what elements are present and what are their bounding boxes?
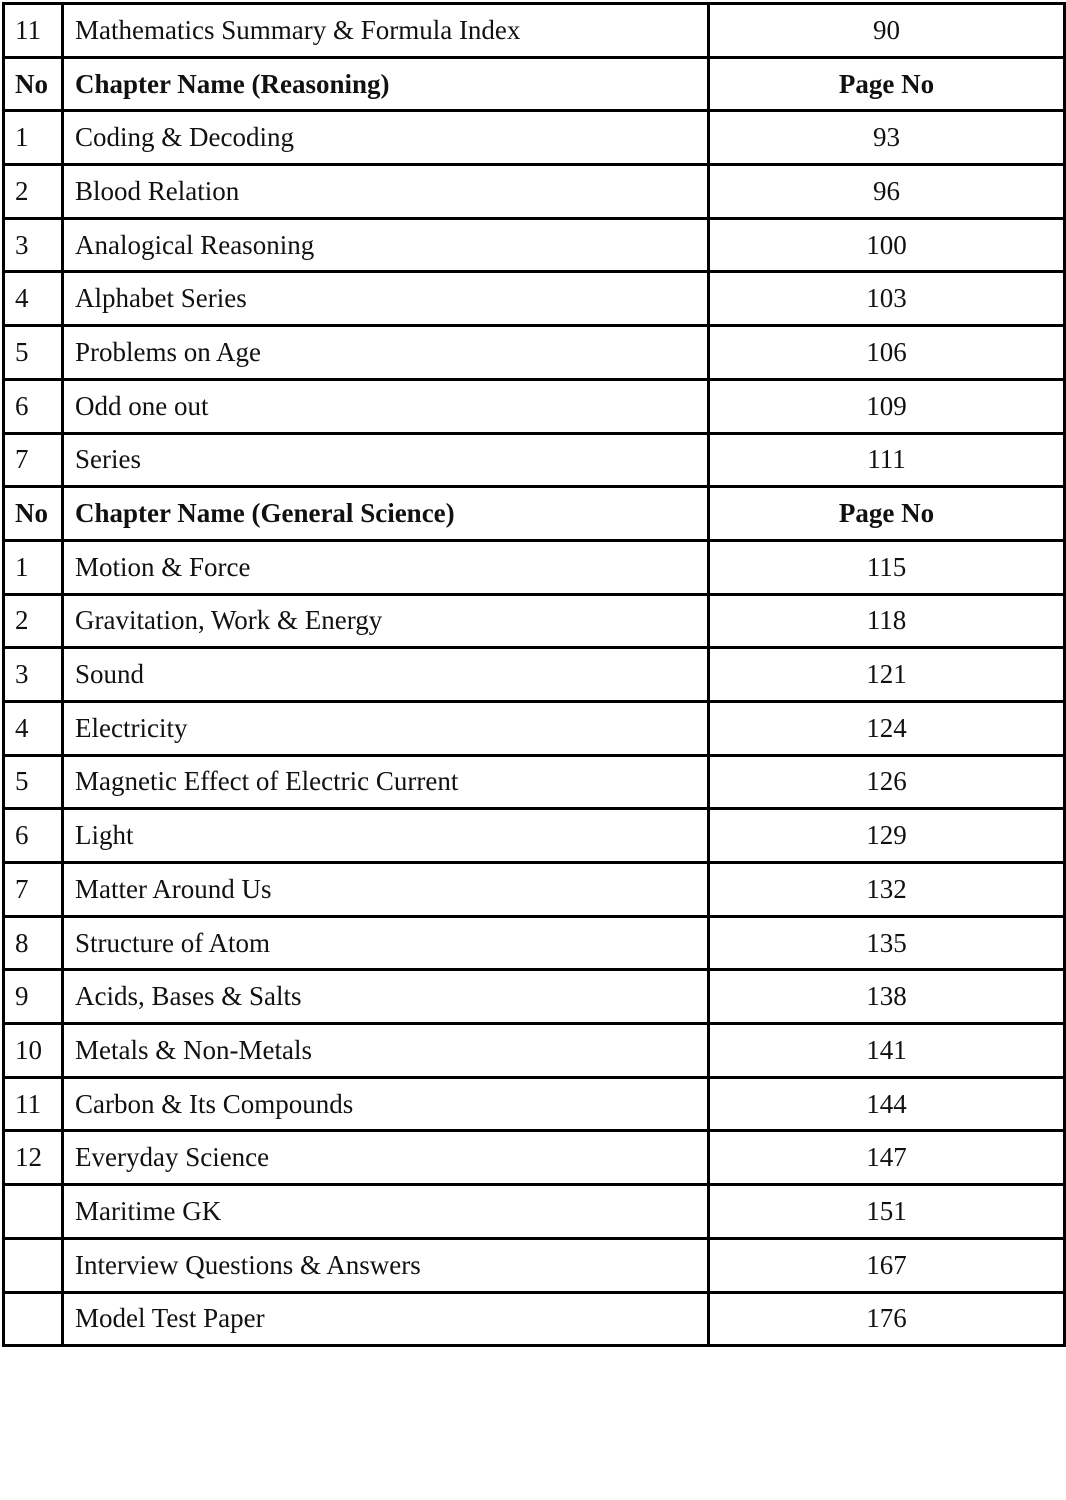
chapter-number-cell: 1 xyxy=(4,111,63,165)
page-number-cell: 126 xyxy=(709,755,1065,809)
chapter-name-cell: Maritime GK xyxy=(63,1185,709,1239)
chapter-number-cell: 3 xyxy=(4,218,63,272)
chapter-name-cell: Matter Around Us xyxy=(63,863,709,917)
chapter-number-cell: 6 xyxy=(4,809,63,863)
chapter-number-cell: 4 xyxy=(4,272,63,326)
chapter-number-cell: 11 xyxy=(4,1077,63,1131)
chapter-name-cell: Metals & Non-Metals xyxy=(63,1024,709,1078)
chapter-name-cell: Series xyxy=(63,433,709,487)
table-row xyxy=(4,540,1065,594)
header-page-no-cell: Page No xyxy=(709,57,1065,111)
page-number-cell: 115 xyxy=(709,540,1065,594)
chapter-name-cell: Gravitation, Work & Energy xyxy=(63,594,709,648)
chapter-number-cell: 2 xyxy=(4,594,63,648)
chapter-number-cell xyxy=(4,1185,63,1239)
header-chapter-name-cell: Chapter Name (Reasoning) xyxy=(63,57,709,111)
table-row xyxy=(4,863,1065,917)
chapter-name-cell: Coding & Decoding xyxy=(63,111,709,165)
chapter-name-cell: Motion & Force xyxy=(63,540,709,594)
page-number-cell: 103 xyxy=(709,272,1065,326)
table-row xyxy=(4,648,1065,702)
section-header-row xyxy=(4,487,1065,541)
table-row xyxy=(4,165,1065,219)
chapter-name-cell: Sound xyxy=(63,648,709,702)
page-number-cell: 111 xyxy=(709,433,1065,487)
page-number-cell: 138 xyxy=(709,970,1065,1024)
page-number-cell: 106 xyxy=(709,326,1065,380)
chapter-number-cell: 7 xyxy=(4,433,63,487)
page-number-cell: 118 xyxy=(709,594,1065,648)
table-row xyxy=(4,111,1065,165)
page-number-cell: 124 xyxy=(709,701,1065,755)
header-no-cell: No xyxy=(4,487,63,541)
table-row xyxy=(4,594,1065,648)
toc-body xyxy=(4,4,1065,1346)
table-of-contents xyxy=(2,2,1066,1347)
page-number-cell: 129 xyxy=(709,809,1065,863)
chapter-number-cell: 5 xyxy=(4,326,63,380)
table-row xyxy=(4,1077,1065,1131)
chapter-number-cell: 6 xyxy=(4,379,63,433)
page-number-cell: 132 xyxy=(709,863,1065,917)
table-row xyxy=(4,4,1065,58)
page-number-cell: 176 xyxy=(709,1292,1065,1346)
chapter-name-cell: Everyday Science xyxy=(63,1131,709,1185)
chapter-name-cell: Carbon & Its Compounds xyxy=(63,1077,709,1131)
chapter-name-cell: Structure of Atom xyxy=(63,916,709,970)
table-row xyxy=(4,916,1065,970)
page-number-cell: 109 xyxy=(709,379,1065,433)
chapter-name-cell: Light xyxy=(63,809,709,863)
page-number-cell: 135 xyxy=(709,916,1065,970)
chapter-name-cell: Analogical Reasoning xyxy=(63,218,709,272)
table-row xyxy=(4,1292,1065,1346)
page-number-cell: 147 xyxy=(709,1131,1065,1185)
chapter-name-cell: Interview Questions & Answers xyxy=(63,1238,709,1292)
page-number-cell: 121 xyxy=(709,648,1065,702)
page-number-cell: 141 xyxy=(709,1024,1065,1078)
page-number-cell: 144 xyxy=(709,1077,1065,1131)
chapter-name-cell: Odd one out xyxy=(63,379,709,433)
chapter-number-cell: 8 xyxy=(4,916,63,970)
table-row xyxy=(4,1185,1065,1239)
chapter-number-cell: 12 xyxy=(4,1131,63,1185)
chapter-number-cell: 1 xyxy=(4,540,63,594)
chapter-name-cell: Electricity xyxy=(63,701,709,755)
table-row xyxy=(4,1131,1065,1185)
chapter-name-cell: Problems on Age xyxy=(63,326,709,380)
table-row xyxy=(4,218,1065,272)
page-number-cell: 100 xyxy=(709,218,1065,272)
page-number-cell: 96 xyxy=(709,165,1065,219)
chapter-number-cell xyxy=(4,1292,63,1346)
page-number-cell: 90 xyxy=(709,4,1065,58)
page-number-cell: 167 xyxy=(709,1238,1065,1292)
chapter-number-cell: 10 xyxy=(4,1024,63,1078)
chapter-number-cell: 2 xyxy=(4,165,63,219)
table-row xyxy=(4,379,1065,433)
chapter-name-cell: Blood Relation xyxy=(63,165,709,219)
table-row xyxy=(4,970,1065,1024)
chapter-name-cell: Model Test Paper xyxy=(63,1292,709,1346)
page-number-cell: 93 xyxy=(709,111,1065,165)
table-row xyxy=(4,809,1065,863)
table-row xyxy=(4,755,1065,809)
header-page-no-cell: Page No xyxy=(709,487,1065,541)
chapter-name-cell: Mathematics Summary & Formula Index xyxy=(63,4,709,58)
chapter-number-cell: 7 xyxy=(4,863,63,917)
table-row xyxy=(4,272,1065,326)
chapter-number-cell: 3 xyxy=(4,648,63,702)
chapter-number-cell: 9 xyxy=(4,970,63,1024)
chapter-number-cell: 5 xyxy=(4,755,63,809)
section-header-row xyxy=(4,57,1065,111)
header-chapter-name-cell: Chapter Name (General Science) xyxy=(63,487,709,541)
chapter-name-cell: Alphabet Series xyxy=(63,272,709,326)
header-no-cell: No xyxy=(4,57,63,111)
chapter-number-cell xyxy=(4,1238,63,1292)
chapter-name-cell: Acids, Bases & Salts xyxy=(63,970,709,1024)
chapter-number-cell: 4 xyxy=(4,701,63,755)
table-row xyxy=(4,433,1065,487)
page-number-cell: 151 xyxy=(709,1185,1065,1239)
table-row xyxy=(4,701,1065,755)
chapter-name-cell: Magnetic Effect of Electric Current xyxy=(63,755,709,809)
table-row xyxy=(4,1238,1065,1292)
table-row xyxy=(4,1024,1065,1078)
table-row xyxy=(4,326,1065,380)
chapter-number-cell: 11 xyxy=(4,4,63,58)
